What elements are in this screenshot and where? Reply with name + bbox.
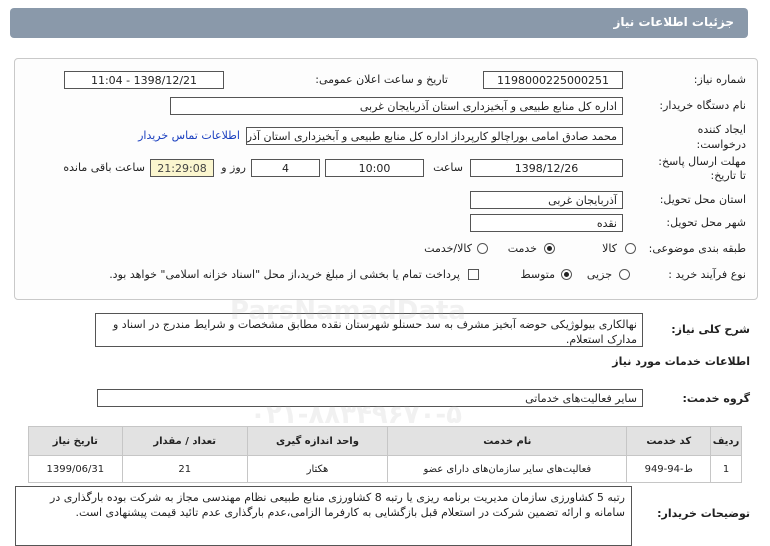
- deadline-label-line1: مهلت ارسال پاسخ:: [658, 155, 746, 168]
- need-number-field: 1198000225000251: [483, 71, 623, 89]
- table-cell: ط-94-949: [627, 456, 711, 483]
- city-label: شهر محل تحویل:: [666, 216, 746, 229]
- remaining-days-field: 4: [251, 159, 320, 177]
- table-cell: هکتار: [247, 456, 387, 483]
- table-cell: 1399/06/31: [29, 456, 123, 483]
- purchase-radio-minor[interactable]: [619, 269, 630, 280]
- page-header-bar: [10, 8, 748, 38]
- purchase-radio-medium[interactable]: [561, 269, 572, 280]
- deadline-time-label: ساعت: [433, 161, 463, 174]
- purchase-option-minor: جزیی: [586, 268, 612, 281]
- remaining-days-label: روز و: [221, 161, 246, 174]
- table-header: کد خدمت: [627, 427, 711, 456]
- services-table: [28, 426, 742, 483]
- watermark-text: ParsNamadData: [230, 296, 466, 326]
- treasury-checkbox-label: پرداخت تمام یا بخشی از مبلغ خرید،از محل "اسناد خزانه اسلامی" خواهد بود.: [109, 268, 460, 281]
- remaining-time-label: ساعت باقی مانده: [63, 161, 145, 174]
- category-option-service: خدمت: [507, 242, 537, 255]
- table-cell: فعالیت‌های سایر سازمان‌های دارای عضو: [388, 456, 627, 483]
- remaining-time-field: 21:29:08: [150, 159, 214, 177]
- creator-label-line1: ایجاد کننده: [697, 123, 746, 136]
- purchase-option-medium: متوسط: [520, 268, 555, 281]
- province-label: استان محل تحویل:: [659, 193, 746, 206]
- services-section-title: اطلاعات خدمات مورد نیاز: [612, 355, 750, 368]
- table-cell: 1: [711, 456, 742, 483]
- need-info-panel: [14, 58, 758, 300]
- table-header: تعداد / مقدار: [122, 427, 247, 456]
- need-number-label: شماره نیاز:: [693, 73, 746, 86]
- deadline-date-field: 1398/12/26: [470, 159, 623, 177]
- service-group-field: سایر فعالیت‌های خدماتی: [97, 389, 643, 407]
- category-label: طبقه بندی موضوعی:: [648, 242, 746, 255]
- category-radio-service[interactable]: [544, 243, 555, 254]
- deadline-time-field: 10:00: [325, 159, 424, 177]
- buyer-notes-label: توضیحات خریدار:: [657, 507, 750, 520]
- summary-text: نهالکاری بیولوژیکی حوضه آبخیز مشرف به سد حسنلو شهرستان نقده مطابق مشخصات و شرایط مندرج در اسناد و مدارک استعلام.: [95, 313, 643, 347]
- category-option-goods: کالا: [602, 242, 617, 255]
- buyer-notes-text: رتبه 5 کشاورزی سازمان مدیریت برنامه ریزی یا رتبه 8 کشاورزی منابع طبیعی نظام مهندسی مجاز به شرکت بوده بارگذاری در سامانه و ارائه تضمین شرکت در استعلام قبل بازگشایی به کارفرما الزامی،عدم بارگذاری عدم تائید قیمت پیشنهادی است.: [15, 486, 632, 546]
- buyer-contact-link[interactable]: اطلاعات تماس خریدار: [138, 129, 240, 142]
- table-header: ردیف: [711, 427, 742, 456]
- watermark-phone: ۰۲۱-۸۸۳۴۹۶۷۰-۵: [250, 400, 463, 430]
- table-header: نام خدمت: [388, 427, 627, 456]
- page-title: جزئیات اطلاعات نیاز: [613, 15, 734, 29]
- province-field: آذربایجان غربی: [470, 191, 623, 209]
- buyer-org-label: نام دستگاه خریدار:: [659, 99, 746, 112]
- treasury-checkbox[interactable]: [468, 269, 479, 280]
- city-field: نقده: [470, 214, 623, 232]
- creator-label-line2: درخواست:: [696, 138, 746, 151]
- creator-field: محمد صادق امامی بوراچالو کارپرداز اداره کل منابع طبیعی و آبخیزداری استان آذر: [246, 127, 623, 145]
- table-cell: 21: [122, 456, 247, 483]
- service-group-label: گروه خدمت:: [682, 392, 750, 405]
- table-header: واحد اندازه گیری: [247, 427, 387, 456]
- category-radio-goods-service[interactable]: [477, 243, 488, 254]
- table-header: تاریخ نیاز: [29, 427, 123, 456]
- category-option-goods-service: کالا/خدمت: [424, 242, 472, 255]
- table-row: [29, 456, 742, 483]
- announce-date-label: تاریخ و ساعت اعلان عمومی:: [315, 73, 448, 86]
- buyer-org-field: اداره کل منابع طبیعی و آبخیزداری استان آذربایجان غربی: [170, 97, 623, 115]
- summary-label: شرح کلی نیاز:: [671, 323, 750, 336]
- announce-date-field: 1398/12/21 - 11:04: [64, 71, 224, 89]
- category-radio-goods[interactable]: [625, 243, 636, 254]
- purchase-type-label: نوع فرآیند خرید :: [668, 268, 746, 281]
- deadline-label-line2: تا تاریخ:: [710, 169, 746, 182]
